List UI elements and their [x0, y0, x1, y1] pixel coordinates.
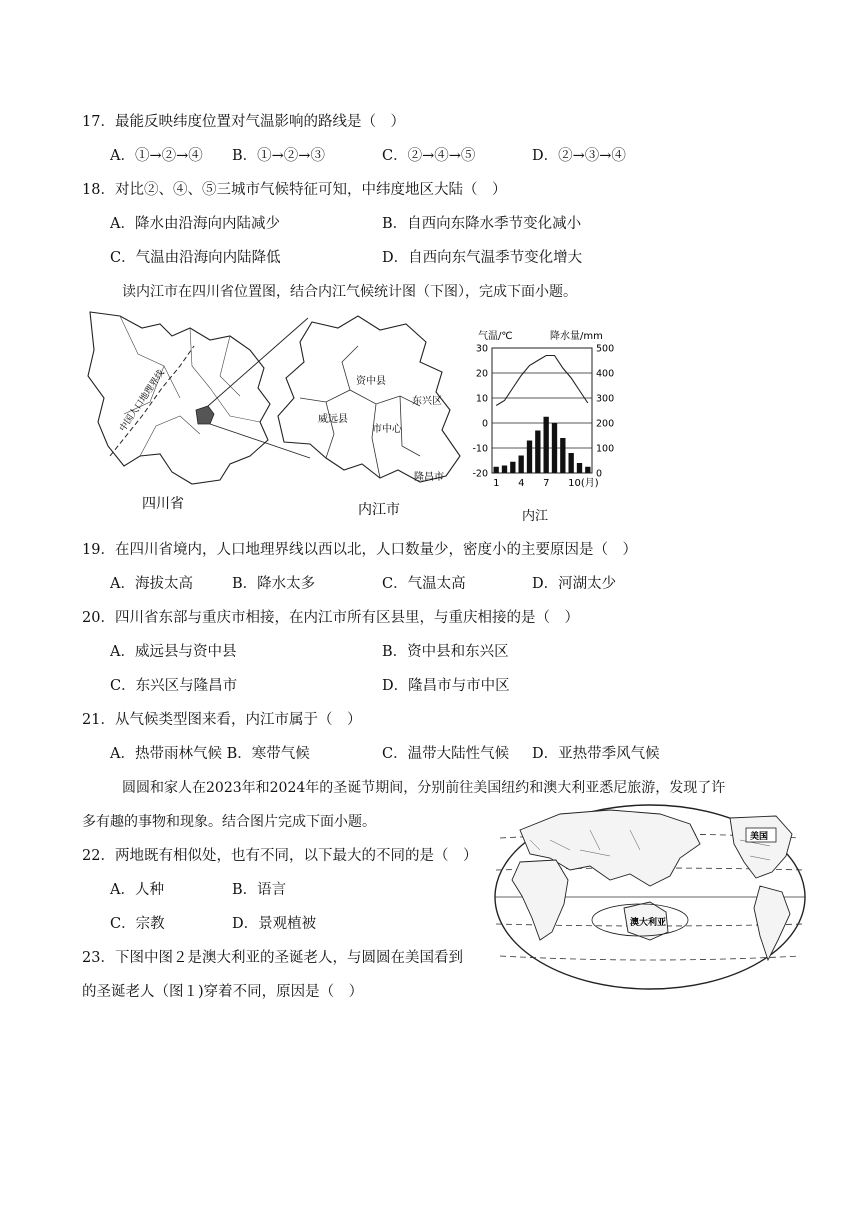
question-19-stem: 19．在四川省境内，人口地理界线以西以北，人口数量少，密度小的主要原因是（ ）: [82, 542, 637, 558]
right-axis-label: 降水量/mm: [550, 331, 603, 342]
x-tick-label: 7: [543, 478, 550, 489]
left-tick-label: 30: [475, 343, 488, 355]
q18-option-b[interactable]: B．自西向东降水季节变化减小: [382, 216, 582, 232]
q17-option-c[interactable]: C．②→④→⑤: [382, 148, 476, 164]
plot-frame: [492, 348, 592, 473]
q21-option-ab[interactable]: A．热带雨林气候 B．寒带气候: [110, 746, 310, 762]
district-shizhongxin: 市中心: [372, 424, 402, 435]
district-dongxing: 东兴区: [412, 396, 442, 407]
question-17-stem: 17．最能反映纬度位置对气温影响的路线是（ ）: [82, 114, 405, 130]
q20-option-c[interactable]: C．东兴区与隆昌市: [110, 678, 238, 694]
district-longchang: 隆昌市: [414, 472, 444, 483]
question-20-stem: 20．四川省东部与重庆市相接，在内江市所有区县里，与重庆相接的是（ ）: [82, 610, 579, 626]
passage-neijiang: 读内江市在四川省位置图，结合内江气候统计图（下图），完成下面小题。: [122, 284, 577, 300]
q17-option-d[interactable]: D．②→③→④: [532, 148, 626, 164]
province-label: 四川省: [142, 496, 184, 512]
precip-bar: [510, 462, 515, 473]
passage-christmas-line2: 多有趣的事物和现象。结合图片完成下面小题。: [82, 814, 376, 830]
q20-option-a[interactable]: A．威远县与资中县: [110, 644, 237, 660]
chart-title: 内江: [522, 509, 549, 524]
left-tick-label: -10: [472, 443, 488, 455]
q20-option-d[interactable]: D．隆昌市与市中区: [382, 678, 510, 694]
left-tick-label: 0: [481, 418, 488, 430]
precip-bar: [544, 417, 549, 473]
precip-bar: [502, 466, 507, 474]
sichuan-neijiang-map: [80, 306, 470, 521]
q18-option-d[interactable]: D．自西向东气温季节变化增大: [382, 250, 583, 266]
question-23-stem-line2: 的圣诞老人（图１)穿着不同，原因是（ ）: [82, 984, 364, 1000]
australia-label: 澳大利亚: [630, 918, 667, 928]
precip-bar: [560, 438, 565, 473]
q19-option-c[interactable]: C．气温太高: [382, 576, 466, 592]
precip-bar: [535, 431, 540, 474]
district-weiyuan: 威远县: [318, 414, 348, 425]
passage-christmas-line1: 圆圆和家人在2023年和2024年的圣诞节期间，分别前往美国纽约和澳大利亚悉尼旅游，发现了许: [122, 780, 726, 796]
q22-option-a[interactable]: A．人种: [110, 882, 164, 898]
x-tick-label: 1: [493, 478, 500, 489]
left-tick-label: -20: [472, 468, 488, 480]
q20-option-b[interactable]: B．资中县和东兴区: [382, 644, 509, 660]
right-tick-label: 500: [596, 343, 615, 355]
right-tick-label: 100: [596, 443, 615, 455]
q19-option-d[interactable]: D．河湖太少: [532, 576, 617, 592]
right-tick-label: 400: [596, 368, 615, 380]
q19-option-a[interactable]: A．海拔太高: [110, 576, 193, 592]
question-23-stem-line1: 23．下图中图２是澳大利亚的圣诞老人，与圆圆在美国看到: [82, 950, 463, 966]
right-tick-label: 300: [596, 393, 615, 405]
city-label: 内江市: [358, 502, 400, 518]
x-tick-label: 10(月): [568, 478, 599, 489]
precip-bar: [585, 467, 590, 473]
district-zizhong: 资中县: [356, 376, 386, 387]
q22-option-b[interactable]: B．语言: [232, 882, 287, 898]
sichuan-outline: [88, 312, 270, 484]
left-axis-label: 气温/℃: [478, 331, 513, 342]
precip-bar: [552, 423, 557, 473]
q19-option-b[interactable]: B．降水太多: [232, 576, 316, 592]
usa-label: 美国: [750, 832, 769, 842]
population-line-label: 中国人口地理界线: [118, 368, 167, 434]
question-22-stem: 22．两地既有相似处，也有不同，以下最大的不同的是（ ）: [82, 848, 478, 864]
question-18-stem: 18．对比②、④、⑤三城市气候特征可知，中纬度地区大陆（ ）: [82, 182, 507, 198]
q22-option-d[interactable]: D．景观植被: [232, 916, 317, 932]
question-21-stem: 21．从气候类型图来看，内江市属于（ ）: [82, 712, 362, 728]
precip-bar: [569, 453, 574, 473]
q17-option-a[interactable]: A．①→②→④: [110, 148, 203, 164]
q18-option-a[interactable]: A．降水由沿海向内陆减少: [110, 216, 280, 232]
precip-bar: [494, 467, 499, 473]
q21-option-d[interactable]: D．亚热带季风气候: [532, 746, 660, 762]
q18-option-c[interactable]: C．气温由沿海向内陆降低: [110, 250, 281, 266]
q22-option-c[interactable]: C．宗教: [110, 916, 165, 932]
q17-option-b[interactable]: B．①→②→③: [232, 148, 325, 164]
neijiang-climate-chart: [468, 306, 618, 531]
right-tick-label: 200: [596, 418, 615, 430]
precip-bar: [577, 463, 582, 473]
world-map: [490, 800, 810, 995]
left-tick-label: 20: [475, 368, 488, 380]
x-tick-label: 4: [518, 478, 525, 489]
q21-option-c[interactable]: C．温带大陆性气候: [382, 746, 510, 762]
right-tick-label: 0: [596, 468, 603, 480]
precip-bar: [527, 441, 532, 474]
left-tick-label: 10: [475, 393, 488, 405]
precip-bar: [519, 456, 524, 474]
